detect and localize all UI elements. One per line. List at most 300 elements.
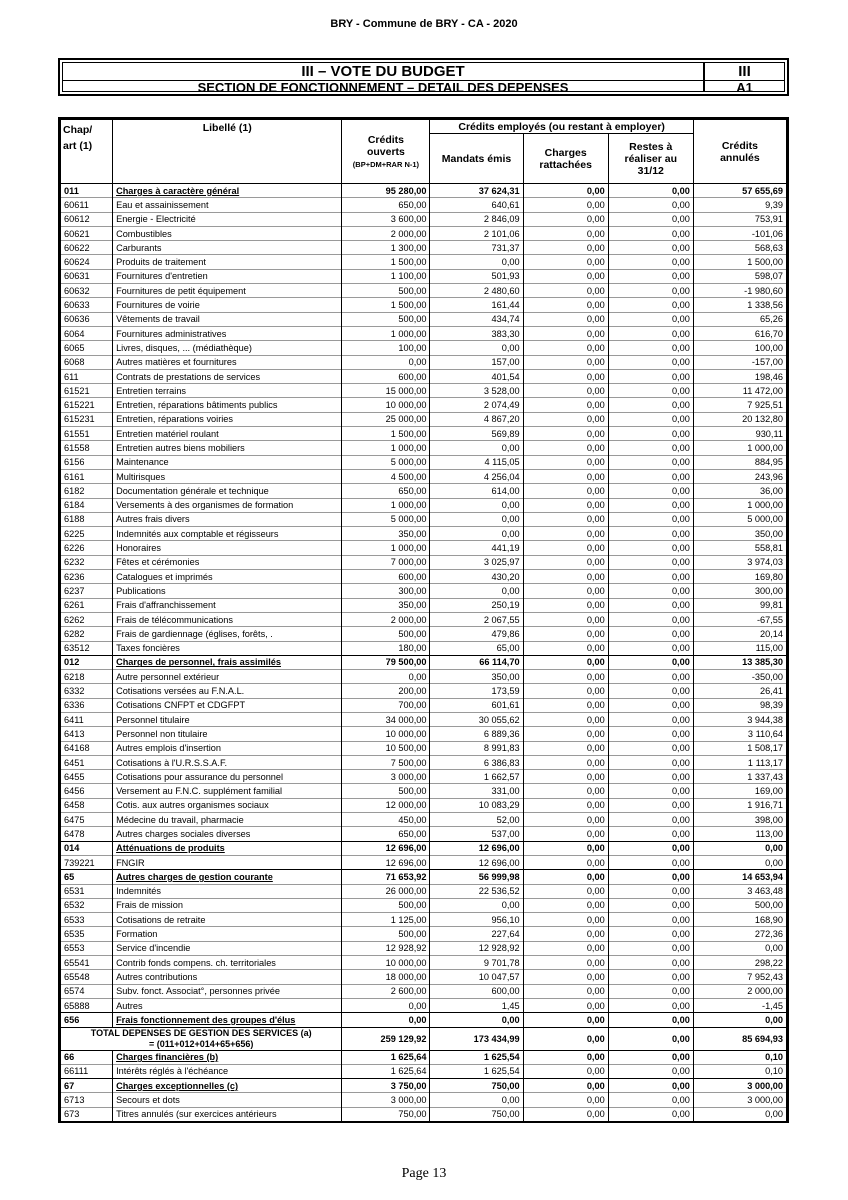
cell-credits-annules: 3 463,48 bbox=[693, 884, 786, 898]
table-row bbox=[61, 770, 787, 784]
cell-credits-annules: 3 974,03 bbox=[693, 555, 786, 569]
table-row bbox=[61, 241, 787, 255]
cell-restes-a-realiser: 0,00 bbox=[608, 427, 693, 441]
cell-restes-a-realiser: 0,00 bbox=[608, 198, 693, 212]
cell-code: 6065 bbox=[61, 341, 113, 355]
cell-restes-a-realiser: 0,00 bbox=[608, 269, 693, 283]
cell-charges-rattachees: 0,00 bbox=[523, 355, 608, 369]
cell-code: 673 bbox=[61, 1107, 113, 1121]
cell-charges-rattachees: 0,00 bbox=[523, 627, 608, 641]
cell-libelle: Cotis. aux autres organismes sociaux bbox=[113, 798, 342, 812]
chapter-row bbox=[61, 1013, 787, 1027]
cell-libelle: Entretien terrains bbox=[113, 384, 342, 398]
cell-credits-annules: 298,22 bbox=[693, 956, 786, 970]
cell-restes-a-realiser: 0,00 bbox=[608, 212, 693, 226]
col-ouverts-line1: Crédits bbox=[367, 133, 404, 146]
section-subtitle: SECTION DE FONCTIONNEMENT – DETAIL DES DEPENSES bbox=[63, 80, 703, 95]
cell-mandats-emis: 430,20 bbox=[430, 570, 523, 584]
cell-code: 60611 bbox=[61, 198, 113, 212]
table-row bbox=[61, 884, 787, 898]
cell-mandats-emis: 1,45 bbox=[430, 998, 523, 1012]
cell-libelle: Contrats de prestations de services bbox=[113, 369, 342, 383]
cell-credits-ouverts: 12 000,00 bbox=[342, 798, 430, 812]
cell-libelle: Indemnités aux comptable et régisseurs bbox=[113, 527, 342, 541]
cell-credits-ouverts: 1 300,00 bbox=[342, 241, 430, 255]
cell-charges-rattachees: 0,00 bbox=[523, 198, 608, 212]
cell-libelle: Eau et assainissement bbox=[113, 198, 342, 212]
cell-credits-ouverts: 259 129,92 bbox=[342, 1027, 430, 1050]
cell-charges-rattachees: 0,00 bbox=[523, 326, 608, 340]
col-restes-line3: 31/12 bbox=[637, 164, 664, 177]
cell-credits-annules: 1 337,43 bbox=[693, 770, 786, 784]
cell-charges-rattachees: 0,00 bbox=[523, 312, 608, 326]
table-row bbox=[61, 798, 787, 812]
cell-libelle: Autres charges de gestion courante bbox=[113, 870, 342, 884]
cell-restes-a-realiser: 0,00 bbox=[608, 398, 693, 412]
cell-credits-ouverts: 3 750,00 bbox=[342, 1079, 430, 1093]
cell-credits-annules: 85 694,93 bbox=[693, 1027, 786, 1050]
cell-credits-annules: 65,26 bbox=[693, 312, 786, 326]
table-row bbox=[61, 855, 787, 869]
cell-libelle: Fêtes et cérémonies bbox=[113, 555, 342, 569]
cell-credits-annules: 99,81 bbox=[693, 598, 786, 612]
cell-credits-annules: 198,46 bbox=[693, 369, 786, 383]
table-row bbox=[61, 784, 787, 798]
cell-credits-ouverts: 650,00 bbox=[342, 198, 430, 212]
cell-restes-a-realiser: 0,00 bbox=[608, 841, 693, 855]
table-row bbox=[61, 998, 787, 1012]
cell-restes-a-realiser: 0,00 bbox=[608, 941, 693, 955]
cell-restes-a-realiser: 0,00 bbox=[608, 698, 693, 712]
cell-code: 6455 bbox=[61, 770, 113, 784]
cell-code: 6456 bbox=[61, 784, 113, 798]
cell-credits-ouverts: 1 500,00 bbox=[342, 427, 430, 441]
cell-credits-ouverts: 1 000,00 bbox=[342, 541, 430, 555]
cell-charges-rattachees: 0,00 bbox=[523, 441, 608, 455]
cell-libelle: Atténuations de produits bbox=[113, 841, 342, 855]
table-row bbox=[61, 956, 787, 970]
cell-code: 011 bbox=[61, 184, 113, 198]
cell-libelle: Vêtements de travail bbox=[113, 312, 342, 326]
cell-credits-annules: 13 385,30 bbox=[693, 655, 786, 669]
cell-credits-annules: 272,36 bbox=[693, 927, 786, 941]
total-label bbox=[61, 1027, 342, 1050]
cell-credits-annules: -350,00 bbox=[693, 670, 786, 684]
cell-restes-a-realiser: 0,00 bbox=[608, 1107, 693, 1121]
table-row bbox=[61, 698, 787, 712]
cell-restes-a-realiser: 0,00 bbox=[608, 1027, 693, 1050]
cell-code: 6236 bbox=[61, 570, 113, 584]
cell-restes-a-realiser: 0,00 bbox=[608, 612, 693, 626]
cell-credits-ouverts: 15 000,00 bbox=[342, 384, 430, 398]
cell-charges-rattachees: 0,00 bbox=[523, 641, 608, 655]
cell-libelle: Frais d'affranchissement bbox=[113, 598, 342, 612]
cell-libelle: Indemnités bbox=[113, 884, 342, 898]
cell-code: 6336 bbox=[61, 698, 113, 712]
table-row bbox=[61, 712, 787, 726]
cell-credits-ouverts: 500,00 bbox=[342, 627, 430, 641]
cell-charges-rattachees: 0,00 bbox=[523, 541, 608, 555]
cell-credits-ouverts: 0,00 bbox=[342, 670, 430, 684]
chapter-row bbox=[61, 870, 787, 884]
cell-credits-annules: -1 980,60 bbox=[693, 284, 786, 298]
cell-restes-a-realiser: 0,00 bbox=[608, 484, 693, 498]
table-row bbox=[61, 441, 787, 455]
table-row bbox=[61, 727, 787, 741]
cell-restes-a-realiser: 0,00 bbox=[608, 956, 693, 970]
table-row bbox=[61, 970, 787, 984]
cell-code: 6532 bbox=[61, 898, 113, 912]
cell-credits-ouverts: 500,00 bbox=[342, 284, 430, 298]
cell-mandats-emis: 4 256,04 bbox=[430, 469, 523, 483]
cell-credits-ouverts: 0,00 bbox=[342, 1013, 430, 1027]
cell-libelle: Intérêts réglés à l'échéance bbox=[113, 1064, 342, 1078]
cell-charges-rattachees: 0,00 bbox=[523, 670, 608, 684]
cell-libelle: Livres, disques, ... (médiathèque) bbox=[113, 341, 342, 355]
col-header-restes bbox=[608, 134, 693, 184]
cell-credits-ouverts: 10 000,00 bbox=[342, 398, 430, 412]
cell-credits-annules: -67,55 bbox=[693, 612, 786, 626]
cell-code: 6184 bbox=[61, 498, 113, 512]
cell-restes-a-realiser: 0,00 bbox=[608, 298, 693, 312]
cell-mandats-emis: 1 662,57 bbox=[430, 770, 523, 784]
cell-credits-ouverts: 500,00 bbox=[342, 927, 430, 941]
cell-credits-annules: 0,10 bbox=[693, 1064, 786, 1078]
cell-mandats-emis: 0,00 bbox=[430, 1013, 523, 1027]
cell-restes-a-realiser: 0,00 bbox=[608, 712, 693, 726]
cell-code: 60631 bbox=[61, 269, 113, 283]
cell-charges-rattachees: 0,00 bbox=[523, 512, 608, 526]
table-row bbox=[61, 198, 787, 212]
col-ouverts-line2: ouverts bbox=[366, 145, 405, 158]
cell-code: 60633 bbox=[61, 298, 113, 312]
cell-code: 6531 bbox=[61, 884, 113, 898]
cell-mandats-emis: 750,00 bbox=[430, 1079, 523, 1093]
table-row bbox=[61, 612, 787, 626]
cell-charges-rattachees: 0,00 bbox=[523, 941, 608, 955]
cell-restes-a-realiser: 0,00 bbox=[608, 284, 693, 298]
cell-libelle: Combustibles bbox=[113, 226, 342, 240]
cell-credits-ouverts: 4 500,00 bbox=[342, 469, 430, 483]
cell-charges-rattachees: 0,00 bbox=[523, 1079, 608, 1093]
cell-credits-annules: 7 925,51 bbox=[693, 398, 786, 412]
cell-restes-a-realiser: 0,00 bbox=[608, 512, 693, 526]
table-row bbox=[61, 898, 787, 912]
cell-credits-ouverts: 95 280,00 bbox=[342, 184, 430, 198]
cell-credits-ouverts: 12 696,00 bbox=[342, 841, 430, 855]
cell-credits-annules: 1 916,71 bbox=[693, 798, 786, 812]
cell-charges-rattachees: 0,00 bbox=[523, 712, 608, 726]
cell-charges-rattachees: 0,00 bbox=[523, 570, 608, 584]
cell-libelle: Charges financières (b) bbox=[113, 1050, 342, 1064]
expenses-table-wrap bbox=[58, 117, 789, 1123]
cell-restes-a-realiser: 0,00 bbox=[608, 441, 693, 455]
cell-credits-annules: 169,80 bbox=[693, 570, 786, 584]
cell-credits-annules: 558,81 bbox=[693, 541, 786, 555]
cell-libelle: Taxes foncières bbox=[113, 641, 342, 655]
cell-restes-a-realiser: 0,00 bbox=[608, 455, 693, 469]
cell-mandats-emis: 0,00 bbox=[430, 255, 523, 269]
cell-charges-rattachees: 0,00 bbox=[523, 970, 608, 984]
cell-mandats-emis: 2 480,60 bbox=[430, 284, 523, 298]
cell-charges-rattachees: 0,00 bbox=[523, 341, 608, 355]
cell-credits-ouverts: 500,00 bbox=[342, 784, 430, 798]
table-row bbox=[61, 369, 787, 383]
cell-charges-rattachees: 0,00 bbox=[523, 298, 608, 312]
cell-charges-rattachees: 0,00 bbox=[523, 184, 608, 198]
cell-restes-a-realiser: 0,00 bbox=[608, 741, 693, 755]
cell-charges-rattachees: 0,00 bbox=[523, 427, 608, 441]
cell-code: 6182 bbox=[61, 484, 113, 498]
title-inner bbox=[62, 62, 785, 95]
cell-restes-a-realiser: 0,00 bbox=[608, 1064, 693, 1078]
cell-libelle: Frais de télécommunications bbox=[113, 612, 342, 626]
cell-restes-a-realiser: 0,00 bbox=[608, 927, 693, 941]
cell-code: 6226 bbox=[61, 541, 113, 555]
cell-restes-a-realiser: 0,00 bbox=[608, 412, 693, 426]
cell-libelle: Cotisations à l'U.R.S.S.A.F. bbox=[113, 755, 342, 769]
cell-credits-annules: 3 110,64 bbox=[693, 727, 786, 741]
cell-restes-a-realiser: 0,00 bbox=[608, 655, 693, 669]
table-row bbox=[61, 670, 787, 684]
cell-credits-annules: 500,00 bbox=[693, 898, 786, 912]
cell-mandats-emis: 350,00 bbox=[430, 670, 523, 684]
cell-libelle: Médecine du travail, pharmacie bbox=[113, 813, 342, 827]
cell-credits-annules: 884,95 bbox=[693, 455, 786, 469]
cell-libelle: Cotisations CNFPT et CDGFPT bbox=[113, 698, 342, 712]
cell-mandats-emis: 956,10 bbox=[430, 913, 523, 927]
cell-charges-rattachees: 0,00 bbox=[523, 1093, 608, 1107]
chapter-row bbox=[61, 1050, 787, 1064]
table-row bbox=[61, 255, 787, 269]
table-row bbox=[61, 584, 787, 598]
cell-charges-rattachees: 0,00 bbox=[523, 927, 608, 941]
cell-mandats-emis: 30 055,62 bbox=[430, 712, 523, 726]
cell-credits-annules: 1 500,00 bbox=[693, 255, 786, 269]
cell-charges-rattachees: 0,00 bbox=[523, 813, 608, 827]
cell-charges-rattachees: 0,00 bbox=[523, 998, 608, 1012]
cell-credits-ouverts: 1 500,00 bbox=[342, 255, 430, 269]
cell-code: 60632 bbox=[61, 284, 113, 298]
cell-mandats-emis: 4 867,20 bbox=[430, 412, 523, 426]
cell-code: 60636 bbox=[61, 312, 113, 326]
cell-credits-ouverts: 180,00 bbox=[342, 641, 430, 655]
cell-mandats-emis: 157,00 bbox=[430, 355, 523, 369]
cell-mandats-emis: 441,19 bbox=[430, 541, 523, 555]
cell-charges-rattachees: 0,00 bbox=[523, 384, 608, 398]
cell-credits-annules: 568,63 bbox=[693, 241, 786, 255]
cell-restes-a-realiser: 0,00 bbox=[608, 670, 693, 684]
cell-charges-rattachees: 0,00 bbox=[523, 226, 608, 240]
cell-charges-rattachees: 0,00 bbox=[523, 755, 608, 769]
cell-restes-a-realiser: 0,00 bbox=[608, 641, 693, 655]
cell-credits-annules: 0,10 bbox=[693, 1050, 786, 1064]
cell-credits-annules: 100,00 bbox=[693, 341, 786, 355]
cell-mandats-emis: 6 386,83 bbox=[430, 755, 523, 769]
cell-libelle: Maintenance bbox=[113, 455, 342, 469]
cell-credits-annules: 3 000,00 bbox=[693, 1093, 786, 1107]
cell-credits-ouverts: 600,00 bbox=[342, 369, 430, 383]
cell-credits-annules: 1 000,00 bbox=[693, 441, 786, 455]
cell-credits-annules: 0,00 bbox=[693, 1013, 786, 1027]
cell-mandats-emis: 52,00 bbox=[430, 813, 523, 827]
cell-credits-annules: -1,45 bbox=[693, 998, 786, 1012]
cell-restes-a-realiser: 0,00 bbox=[608, 570, 693, 584]
cell-restes-a-realiser: 0,00 bbox=[608, 813, 693, 827]
chapter-row bbox=[61, 184, 787, 198]
table-row bbox=[61, 226, 787, 240]
cell-mandats-emis: 2 846,09 bbox=[430, 212, 523, 226]
cell-restes-a-realiser: 0,00 bbox=[608, 970, 693, 984]
cell-charges-rattachees: 0,00 bbox=[523, 870, 608, 884]
table-row bbox=[61, 827, 787, 841]
cell-restes-a-realiser: 0,00 bbox=[608, 326, 693, 340]
cell-credits-ouverts: 2 000,00 bbox=[342, 226, 430, 240]
chapter-row bbox=[61, 841, 787, 855]
col-annules-line1: Crédits bbox=[721, 139, 758, 152]
cell-charges-rattachees: 0,00 bbox=[523, 655, 608, 669]
table-row bbox=[61, 412, 787, 426]
cell-charges-rattachees: 0,00 bbox=[523, 1064, 608, 1078]
col-header-mandats: Mandats émis bbox=[430, 134, 523, 184]
table-row bbox=[61, 598, 787, 612]
cell-restes-a-realiser: 0,00 bbox=[608, 255, 693, 269]
cell-charges-rattachees: 0,00 bbox=[523, 498, 608, 512]
cell-mandats-emis: 3 025,97 bbox=[430, 555, 523, 569]
cell-credits-annules: 20 132,80 bbox=[693, 412, 786, 426]
cell-mandats-emis: 22 536,52 bbox=[430, 884, 523, 898]
cell-credits-annules: 616,70 bbox=[693, 326, 786, 340]
cell-mandats-emis: 0,00 bbox=[430, 341, 523, 355]
table-body bbox=[61, 184, 787, 1122]
cell-mandats-emis: 173 434,99 bbox=[430, 1027, 523, 1050]
cell-credits-annules: 300,00 bbox=[693, 584, 786, 598]
cell-credits-annules: 1 338,56 bbox=[693, 298, 786, 312]
chapter-row bbox=[61, 1079, 787, 1093]
table-row bbox=[61, 269, 787, 283]
cell-restes-a-realiser: 0,00 bbox=[608, 984, 693, 998]
cell-credits-ouverts: 12 696,00 bbox=[342, 855, 430, 869]
table-row bbox=[61, 813, 787, 827]
cell-restes-a-realiser: 0,00 bbox=[608, 498, 693, 512]
cell-code: 6458 bbox=[61, 798, 113, 812]
cell-libelle: Energie - Electricité bbox=[113, 212, 342, 226]
cell-libelle: Frais fonctionnement des groupes d'élus bbox=[113, 1013, 342, 1027]
cell-libelle: Fournitures d'entretien bbox=[113, 269, 342, 283]
cell-credits-annules: -157,00 bbox=[693, 355, 786, 369]
cell-mandats-emis: 56 999,98 bbox=[430, 870, 523, 884]
cell-restes-a-realiser: 0,00 bbox=[608, 755, 693, 769]
cell-credits-ouverts: 0,00 bbox=[342, 998, 430, 1012]
cell-restes-a-realiser: 0,00 bbox=[608, 312, 693, 326]
cell-credits-annules: 0,00 bbox=[693, 855, 786, 869]
cell-credits-ouverts: 10 000,00 bbox=[342, 956, 430, 970]
table-row bbox=[61, 312, 787, 326]
table-row bbox=[61, 555, 787, 569]
cell-mandats-emis: 12 696,00 bbox=[430, 841, 523, 855]
cell-mandats-emis: 383,30 bbox=[430, 326, 523, 340]
cell-mandats-emis: 401,54 bbox=[430, 369, 523, 383]
cell-charges-rattachees: 0,00 bbox=[523, 698, 608, 712]
cell-credits-ouverts: 34 000,00 bbox=[342, 712, 430, 726]
cell-libelle: FNGIR bbox=[113, 855, 342, 869]
cell-credits-annules: 9,39 bbox=[693, 198, 786, 212]
cell-mandats-emis: 600,00 bbox=[430, 984, 523, 998]
cell-charges-rattachees: 0,00 bbox=[523, 784, 608, 798]
cell-code: 60621 bbox=[61, 226, 113, 240]
col-restes-line2: réaliser au bbox=[624, 152, 678, 165]
cell-libelle: Cotisations de retraite bbox=[113, 913, 342, 927]
cell-charges-rattachees: 0,00 bbox=[523, 684, 608, 698]
cell-libelle: Carburants bbox=[113, 241, 342, 255]
cell-code: 61551 bbox=[61, 427, 113, 441]
cell-mandats-emis: 9 701,78 bbox=[430, 956, 523, 970]
table-row bbox=[61, 341, 787, 355]
cell-credits-annules: 2 000,00 bbox=[693, 984, 786, 998]
cell-restes-a-realiser: 0,00 bbox=[608, 598, 693, 612]
cell-mandats-emis: 0,00 bbox=[430, 898, 523, 912]
cell-mandats-emis: 0,00 bbox=[430, 584, 523, 598]
cell-code: 60622 bbox=[61, 241, 113, 255]
cell-libelle: Autres bbox=[113, 998, 342, 1012]
cell-mandats-emis: 501,93 bbox=[430, 269, 523, 283]
table-row bbox=[61, 484, 787, 498]
table-row bbox=[61, 284, 787, 298]
cell-restes-a-realiser: 0,00 bbox=[608, 784, 693, 798]
cell-charges-rattachees: 0,00 bbox=[523, 827, 608, 841]
cell-mandats-emis: 12 696,00 bbox=[430, 855, 523, 869]
cell-libelle: Charges à caractère général bbox=[113, 184, 342, 198]
cell-restes-a-realiser: 0,00 bbox=[608, 384, 693, 398]
table-row bbox=[61, 455, 787, 469]
cell-code: 6411 bbox=[61, 712, 113, 726]
cell-code: 6478 bbox=[61, 827, 113, 841]
cell-mandats-emis: 434,74 bbox=[430, 312, 523, 326]
cell-charges-rattachees: 0,00 bbox=[523, 1027, 608, 1050]
cell-credits-ouverts: 3 000,00 bbox=[342, 770, 430, 784]
cell-restes-a-realiser: 0,00 bbox=[608, 527, 693, 541]
cell-mandats-emis: 569,89 bbox=[430, 427, 523, 441]
table-row bbox=[61, 984, 787, 998]
cell-credits-annules: 115,00 bbox=[693, 641, 786, 655]
cell-code: 739221 bbox=[61, 855, 113, 869]
cell-code: 6553 bbox=[61, 941, 113, 955]
cell-credits-annules: 598,07 bbox=[693, 269, 786, 283]
cell-credits-ouverts: 1 000,00 bbox=[342, 441, 430, 455]
cell-charges-rattachees: 0,00 bbox=[523, 369, 608, 383]
cell-mandats-emis: 0,00 bbox=[430, 498, 523, 512]
col-header-libelle: Libellé (1) bbox=[113, 120, 342, 184]
cell-restes-a-realiser: 0,00 bbox=[608, 555, 693, 569]
cell-credits-ouverts: 500,00 bbox=[342, 312, 430, 326]
table-row bbox=[61, 570, 787, 584]
cell-charges-rattachees: 0,00 bbox=[523, 898, 608, 912]
cell-charges-rattachees: 0,00 bbox=[523, 1107, 608, 1121]
cell-code: 65888 bbox=[61, 998, 113, 1012]
cell-libelle: Entretien matériel roulant bbox=[113, 427, 342, 441]
table-row bbox=[61, 384, 787, 398]
cell-code: 6064 bbox=[61, 326, 113, 340]
cell-charges-rattachees: 0,00 bbox=[523, 555, 608, 569]
cell-code: 6218 bbox=[61, 670, 113, 684]
cell-restes-a-realiser: 0,00 bbox=[608, 627, 693, 641]
cell-libelle: Honoraires bbox=[113, 541, 342, 555]
cell-mandats-emis: 65,00 bbox=[430, 641, 523, 655]
cell-code: 014 bbox=[61, 841, 113, 855]
cell-credits-annules: 930,11 bbox=[693, 427, 786, 441]
cell-charges-rattachees: 0,00 bbox=[523, 1050, 608, 1064]
cell-credits-ouverts: 100,00 bbox=[342, 341, 430, 355]
